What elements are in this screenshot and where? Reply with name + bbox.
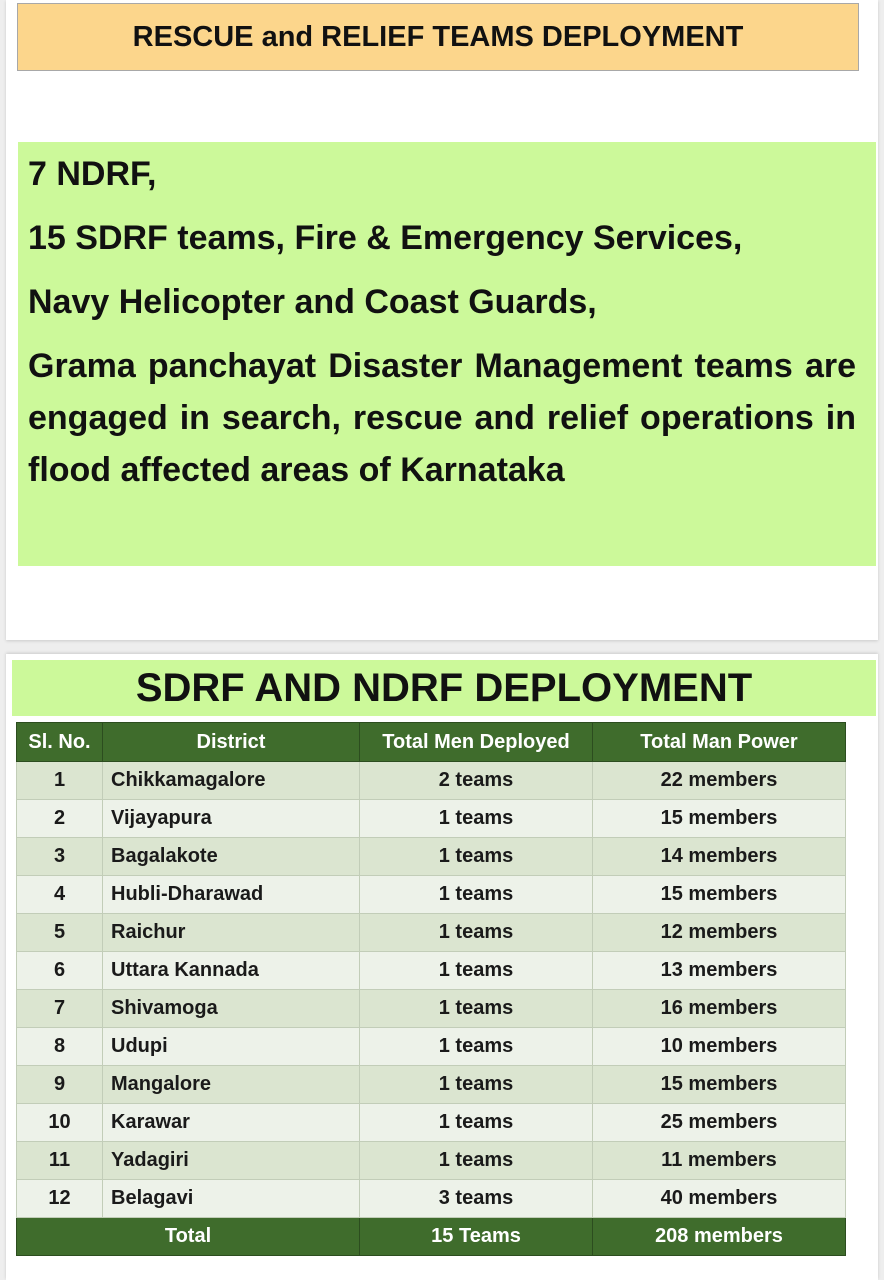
cell-sl: 12 (17, 1180, 103, 1218)
cell-district: Bagalakote (103, 838, 360, 876)
table-row (17, 1180, 846, 1218)
cell-power: 22 members (593, 762, 846, 800)
cell-district: Belagavi (103, 1180, 360, 1218)
cell-district: Shivamoga (103, 990, 360, 1028)
cell-district: Yadagiri (103, 1142, 360, 1180)
cell-power: 14 members (593, 838, 846, 876)
header-district: District (103, 723, 360, 762)
cell-power: 25 members (593, 1104, 846, 1142)
cell-power: 12 members (593, 914, 846, 952)
cell-men: 1 teams (360, 952, 593, 990)
header-sl-no: Sl. No. (17, 723, 103, 762)
info-line-ndrf: 7 NDRF, (28, 155, 157, 193)
cell-power: 15 members (593, 876, 846, 914)
cell-men: 2 teams (360, 762, 593, 800)
cell-sl: 11 (17, 1142, 103, 1180)
table-row (17, 952, 846, 990)
cell-power: 40 members (593, 1180, 846, 1218)
total-men: 15 Teams (360, 1218, 593, 1256)
cell-sl: 8 (17, 1028, 103, 1066)
total-power: 208 members (593, 1218, 846, 1256)
deployment-table (16, 722, 846, 1256)
cell-men: 1 teams (360, 838, 593, 876)
table-row (17, 1142, 846, 1180)
cell-power: 11 members (593, 1142, 846, 1180)
header-total-men: Total Men Deployed (360, 723, 593, 762)
deployment-panel (6, 654, 878, 1280)
table-row (17, 876, 846, 914)
cell-men: 1 teams (360, 914, 593, 952)
total-label: Total (17, 1218, 360, 1256)
info-line-sdrf: 15 SDRF teams, Fire & Emergency Services, (28, 219, 743, 257)
cell-district: Raichur (103, 914, 360, 952)
cell-power: 10 members (593, 1028, 846, 1066)
cell-men: 1 teams (360, 876, 593, 914)
cell-sl: 9 (17, 1066, 103, 1104)
deployment-title: SDRF AND NDRF DEPLOYMENT (12, 660, 876, 716)
table-total-row (17, 1218, 846, 1256)
table-row (17, 914, 846, 952)
cell-sl: 1 (17, 762, 103, 800)
cell-power: 15 members (593, 1066, 846, 1104)
table-row (17, 838, 846, 876)
rescue-info-box (18, 142, 876, 566)
cell-power: 13 members (593, 952, 846, 990)
cell-sl: 3 (17, 838, 103, 876)
rescue-panel (6, 0, 878, 640)
cell-men: 1 teams (360, 800, 593, 838)
cell-power: 15 members (593, 800, 846, 838)
rescue-title: RESCUE and RELIEF TEAMS DEPLOYMENT (17, 3, 859, 71)
table-row (17, 800, 846, 838)
cell-district: Chikkamagalore (103, 762, 360, 800)
table-row (17, 1104, 846, 1142)
cell-power: 16 members (593, 990, 846, 1028)
cell-sl: 10 (17, 1104, 103, 1142)
cell-district: Mangalore (103, 1066, 360, 1104)
cell-men: 1 teams (360, 1066, 593, 1104)
cell-men: 1 teams (360, 990, 593, 1028)
cell-district: Hubli-Dharawad (103, 876, 360, 914)
info-paragraph: Grama panchayat Disaster Management teams are engaged in search, rescue and relief operations in flood affected areas of Karnataka (28, 347, 856, 489)
table-row (17, 1066, 846, 1104)
header-man-power: Total Man Power (593, 723, 846, 762)
info-line-navy: Navy Helicopter and Coast Guards, (28, 283, 597, 321)
cell-sl: 7 (17, 990, 103, 1028)
table-row (17, 990, 846, 1028)
cell-men: 3 teams (360, 1180, 593, 1218)
cell-men: 1 teams (360, 1104, 593, 1142)
cell-district: Udupi (103, 1028, 360, 1066)
cell-sl: 4 (17, 876, 103, 914)
table-row (17, 1028, 846, 1066)
table-header-row (17, 723, 846, 762)
cell-sl: 5 (17, 914, 103, 952)
cell-district: Vijayapura (103, 800, 360, 838)
cell-men: 1 teams (360, 1028, 593, 1066)
cell-men: 1 teams (360, 1142, 593, 1180)
cell-sl: 6 (17, 952, 103, 990)
cell-district: Karawar (103, 1104, 360, 1142)
cell-district: Uttara Kannada (103, 952, 360, 990)
table-row (17, 762, 846, 800)
cell-sl: 2 (17, 800, 103, 838)
